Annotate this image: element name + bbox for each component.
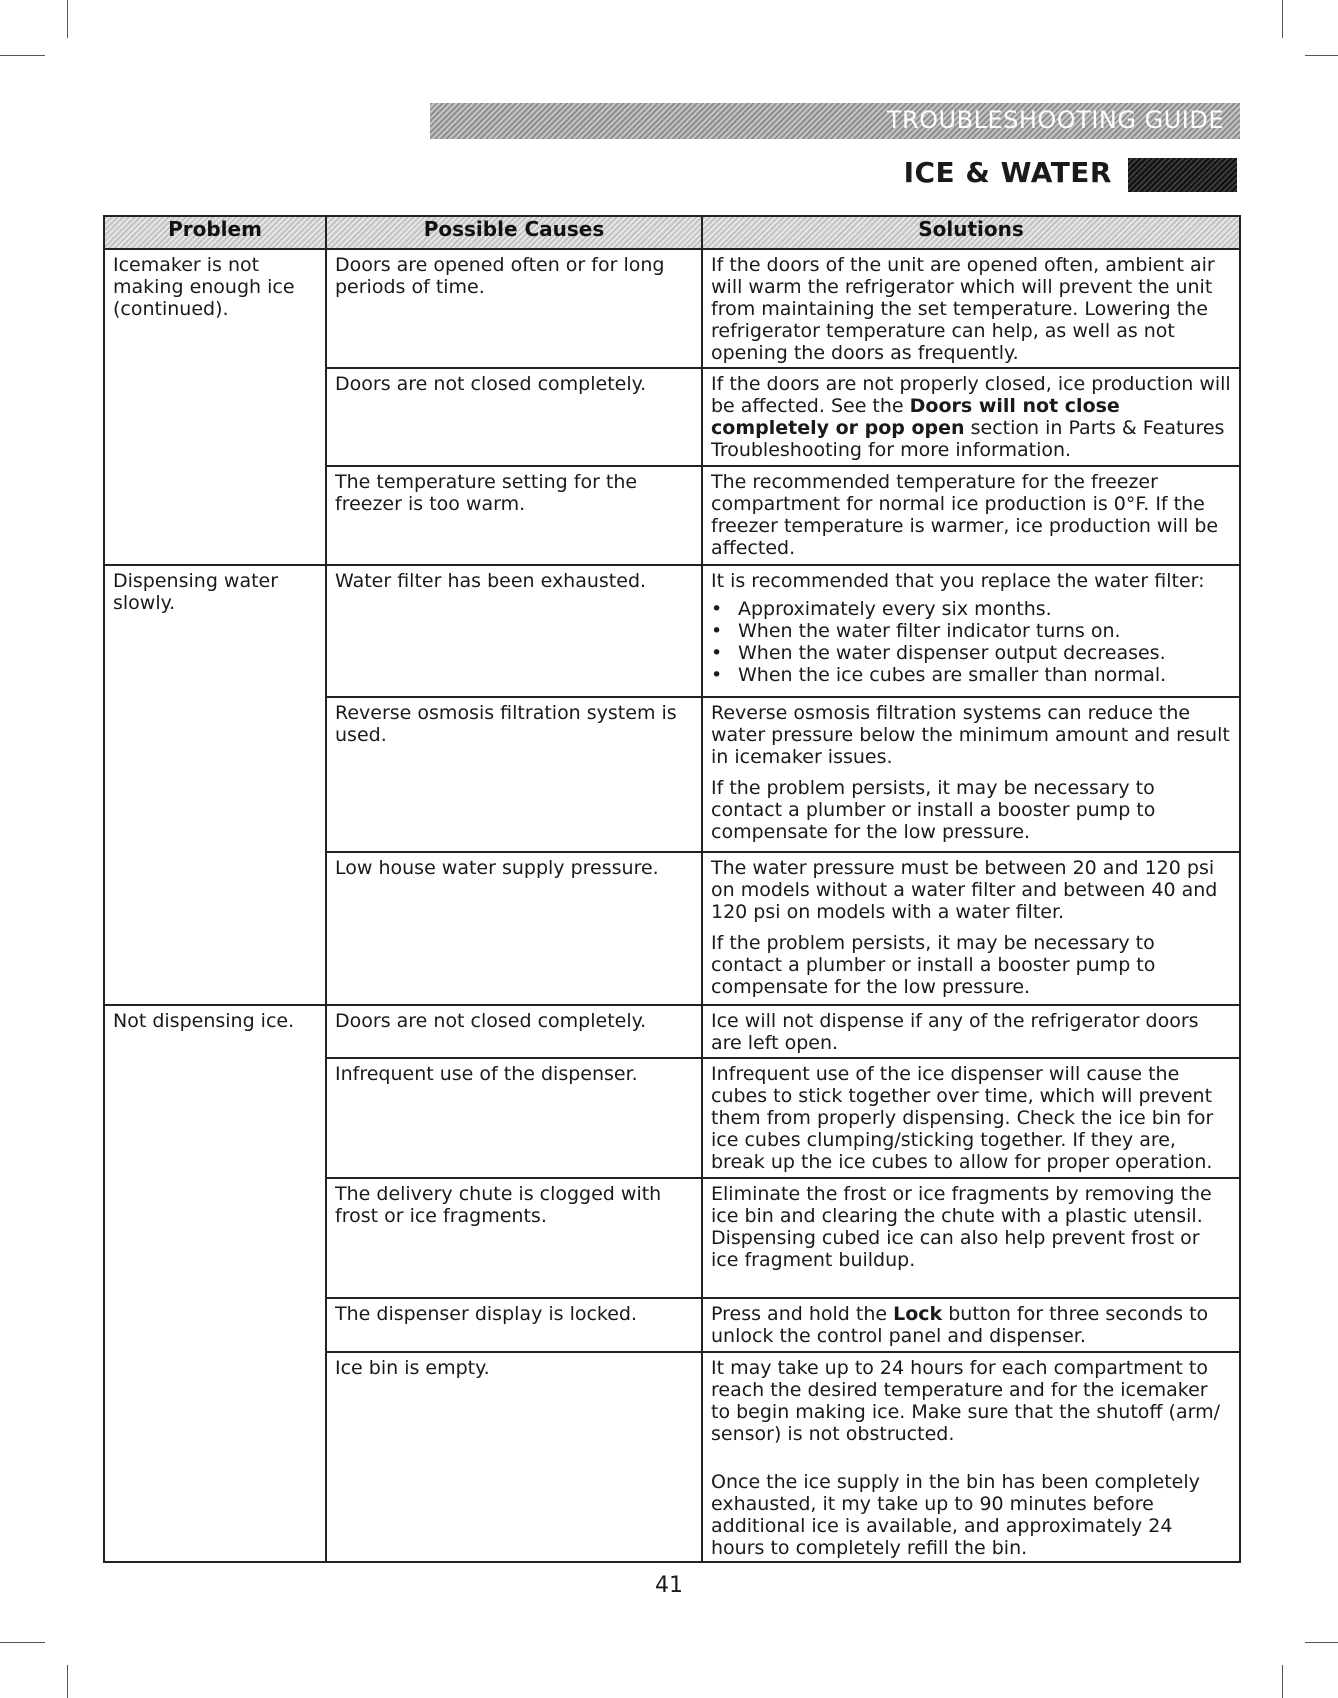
crop-mark-top-left-v [67,0,68,38]
solution-cell [702,1005,1240,1058]
solution-text: Once the ice supply in the bin has been completely exhausted, it my take up to 90 minutes before additional ice is available, and approximately 24 hours to completely refill the bin. [711,1471,1200,1559]
cause-cell: Water filter has been exhausted. [326,565,702,697]
solution-cell [702,1178,1240,1298]
cause-cell: Ice bin is empty. [326,1352,702,1562]
section-header [800,152,1237,192]
solution-text-part: button for three seconds to unlock the control panel and dispenser. [711,1303,1209,1347]
troubleshooting-banner [430,103,1240,139]
page-number: 41 [655,1573,683,1598]
table-row [104,1005,1240,1058]
solution-cell [702,249,1240,368]
solution-bullet-list [711,598,1231,686]
solution-text: Infrequent use of the ice dispenser will cause the cubes to stick together over time, which will prevent them from properly dispensing. Check the ice bin for ice cubes clumping/sticking together. If they are, break up the ice cubes to allow for proper operation. [711,1063,1214,1173]
cause-cell: The temperature setting for the freezer is too warm. [326,466,702,565]
crop-mark-bottom-left-v [67,1665,68,1698]
solution-text: The water pressure must be between 20 and 120 psi on models without a water filter and between 40 and 120 psi on models with a water filter. [711,857,1218,923]
crop-mark-bottom-left-h [0,1642,45,1643]
solution-text-part: If the doors are not properly closed, ice production will be affected. See the [711,373,1231,417]
table-row [104,249,1240,368]
header-solutions: Solutions [702,216,1240,249]
table-row [104,565,1240,697]
cause-cell: The dispenser display is locked. [326,1298,702,1352]
solution-text: Reverse osmosis filtration systems can reduce the water pressure below the minimum amount and result in icemaker issues. [711,702,1230,768]
solution-cell [702,852,1240,1005]
solution-cell [702,565,1240,697]
cause-cell: Doors are opened often or for long periods of time. [326,249,702,368]
solution-text: If the doors of the unit are opened often, ambient air will warm the refrigerator which will prevent the unit from maintaining the set temperature. Lowering the refrigerator temperature can help, as well as not opening the doors as frequently. [711,254,1215,364]
solution-cell [702,368,1240,466]
cause-cell: Reverse osmosis filtration system is used. [326,697,702,852]
list-item: • Approximately every six months. [711,598,1231,620]
solution-text [711,1303,1231,1347]
table-header-row [104,216,1240,249]
solution-text [711,373,1231,461]
troubleshooting-table [103,215,1241,1563]
cause-cell: The delivery chute is clogged with frost or ice fragments. [326,1178,702,1298]
crop-mark-top-right-v [1282,0,1283,38]
cause-cell: Infrequent use of the dispenser. [326,1058,702,1178]
crop-mark-bottom-right-h [1305,1642,1338,1643]
solution-cell [702,466,1240,565]
crop-mark-top-left-h [0,55,45,56]
solution-emphasis: Doors will not close completely or pop open [711,395,1120,439]
problem-cell: Dispensing water slowly. [104,565,326,1005]
header-possible-causes: Possible Causes [326,216,702,249]
solution-cell [702,1352,1240,1562]
solution-text: The recommended temperature for the freezer compartment for normal ice production is 0°F. If the freezer temperature is warmer, ice production will be affected. [711,471,1219,559]
crop-mark-top-right-h [1305,55,1338,56]
solution-text-part: Press and hold the [711,1303,894,1325]
solution-text: If the problem persists, it may be necessary to contact a plumber or install a booster pump to compensate for the low pressure. [711,777,1156,843]
solution-text-part: section in Parts & Features Troubleshooting for more information. [711,417,1225,461]
solution-text: It is recommended that you replace the water filter: [711,570,1205,592]
crop-mark-bottom-right-v [1282,1665,1283,1698]
problem-cell: Icemaker is not making enough ice (continued). [104,249,326,565]
banner-title: TROUBLESHOOTING GUIDE [886,106,1224,134]
solution-text: If the problem persists, it may be necessary to contact a plumber or install a booster pump to compensate for the low pressure. [711,932,1156,998]
solution-cell [702,1058,1240,1178]
header-problem: Problem [104,216,326,249]
section-marker-box [1128,158,1237,192]
solution-text: Eliminate the frost or ice fragments by removing the ice bin and clearing the chute with a plastic utensil. Dispensing cubed ice can also help prevent frost or ice fragment buildup. [711,1183,1212,1271]
section-title: ICE & WATER [903,156,1112,189]
list-item: • When the water filter indicator turns on. [711,620,1231,642]
list-item: • When the ice cubes are smaller than normal. [711,664,1231,686]
lock-button-label: Lock [893,1303,943,1325]
solution-cell [702,697,1240,852]
solution-text: It may take up to 24 hours for each compartment to reach the desired temperature and for the icemaker to begin making ice. Make sure that the shutoff (arm/ sensor) is not obstructed. [711,1357,1220,1445]
list-item: • When the water dispenser output decreases. [711,642,1231,664]
cause-cell: Low house water supply pressure. [326,852,702,1005]
solution-cell [702,1298,1240,1352]
solution-text: Ice will not dispense if any of the refrigerator doors are left open. [711,1010,1199,1054]
cause-cell: Doors are not closed completely. [326,1005,702,1058]
problem-cell: Not dispensing ice. [104,1005,326,1562]
cause-cell: Doors are not closed completely. [326,368,702,466]
